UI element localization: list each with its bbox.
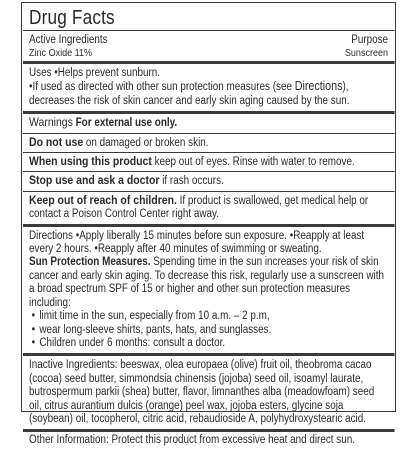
when-using-section bbox=[29, 153, 388, 171]
direction-1: Apply liberally 15 minutes before sun exposure. bbox=[79, 229, 288, 242]
drug-facts-label bbox=[21, 2, 396, 447]
uses-line1 bbox=[29, 67, 388, 80]
external-use-only: For external use only. bbox=[75, 117, 178, 130]
drug-facts-title: Drug Facts bbox=[29, 7, 115, 29]
direction-3: Reapply after 40 minutes of swimming or sweating. bbox=[97, 243, 322, 256]
active-ingredient-row bbox=[29, 47, 388, 60]
list-item: • limit time in the sun, especially from 10 a.m. – 2 p.m, bbox=[29, 310, 388, 323]
drug-facts-content bbox=[29, 6, 388, 451]
warnings-section bbox=[29, 114, 388, 132]
inactive-heading: Inactive Ingredients: bbox=[29, 359, 118, 372]
uses-heading: Uses bbox=[29, 67, 52, 79]
keep-out-section bbox=[29, 192, 388, 224]
list-item: • Children under 6 months: consult a doctor. bbox=[29, 337, 388, 350]
do-not-use-heading: Do not use bbox=[29, 134, 84, 149]
sun-protection-measures bbox=[29, 256, 388, 310]
uses-section bbox=[29, 64, 388, 111]
directions-reference: Directions bbox=[294, 79, 343, 94]
uses-item-1: • Helps prevent sunburn. bbox=[54, 67, 160, 79]
stop-use-text: if rash occurs. bbox=[162, 175, 224, 188]
do-not-use-text: on damaged or broken skin. bbox=[85, 136, 209, 149]
list-item: • wear long-sleeve shirts, pants, hats, and sunglasses. bbox=[29, 324, 388, 337]
directions-heading: Directions bbox=[29, 229, 73, 242]
directions-section bbox=[29, 227, 388, 354]
inactive-text: beeswax, olea europaea (olive) fruit oil, theobroma cacao (cocoa) seed butter, simmondsia chinensis (jojoba) seed oil, isoamyl laurate, butrospermum parkii (shea) butter, flavor, limnanthes alba (meadowfoam) seed oil, citrus aurantium dulcis (orange) peel wax, jojoba esters, glycine soja (soybean) oil, tocopherol, citric acid, rebaudioside A, polyhydroxystearic acid. bbox=[29, 359, 375, 425]
other-text: Protect this product from excessive heat and direct sun. bbox=[111, 434, 355, 447]
keep-out-heading: Keep out of reach of children. bbox=[29, 192, 177, 207]
when-using-heading: When using this product bbox=[29, 154, 152, 169]
spm-heading: Sun Protection Measures. bbox=[29, 256, 151, 269]
active-header-row bbox=[29, 33, 388, 47]
warnings-line bbox=[29, 116, 388, 130]
direction-2: Reapply at least every 2 hours. bbox=[29, 229, 365, 256]
spm-text: Spending time in the sun increases your risk of skin cancer and early skin aging. To decrease this risk, regularly use a sunscreen with a broad spectrum SPF of 15 or higher and other sun protection measures including: bbox=[29, 256, 384, 309]
uses-item-2: • If used as directed with other sun protection measures (see Directions), decreases the risk of skin cancer and early skin aging caused by the sun. bbox=[29, 80, 388, 108]
active-ingredient-purpose: Sunscreen bbox=[344, 47, 389, 59]
directions-text bbox=[29, 230, 388, 257]
active-ingredients-heading: Active Ingredients bbox=[29, 34, 108, 46]
other-heading: Other Information: bbox=[29, 434, 109, 447]
spm-list bbox=[29, 310, 388, 350]
inactive-ingredients-section bbox=[29, 356, 388, 429]
stop-use-heading: Stop use and ask a doctor bbox=[29, 173, 160, 188]
do-not-use-section bbox=[29, 134, 388, 152]
keep-out-text: If product is swallowed, get medical help or contact a Poison Control Center right away. bbox=[29, 194, 369, 221]
warnings-heading: Warnings bbox=[29, 115, 73, 130]
active-ingredients-section bbox=[29, 31, 388, 61]
when-using-text: keep out of eyes. Rinse with water to remove. bbox=[154, 156, 355, 169]
purpose-heading: Purpose bbox=[351, 34, 389, 46]
active-ingredient-name: Zinc Oxide 11% bbox=[29, 47, 93, 59]
stop-use-section bbox=[29, 172, 388, 190]
other-information-section bbox=[29, 432, 388, 450]
